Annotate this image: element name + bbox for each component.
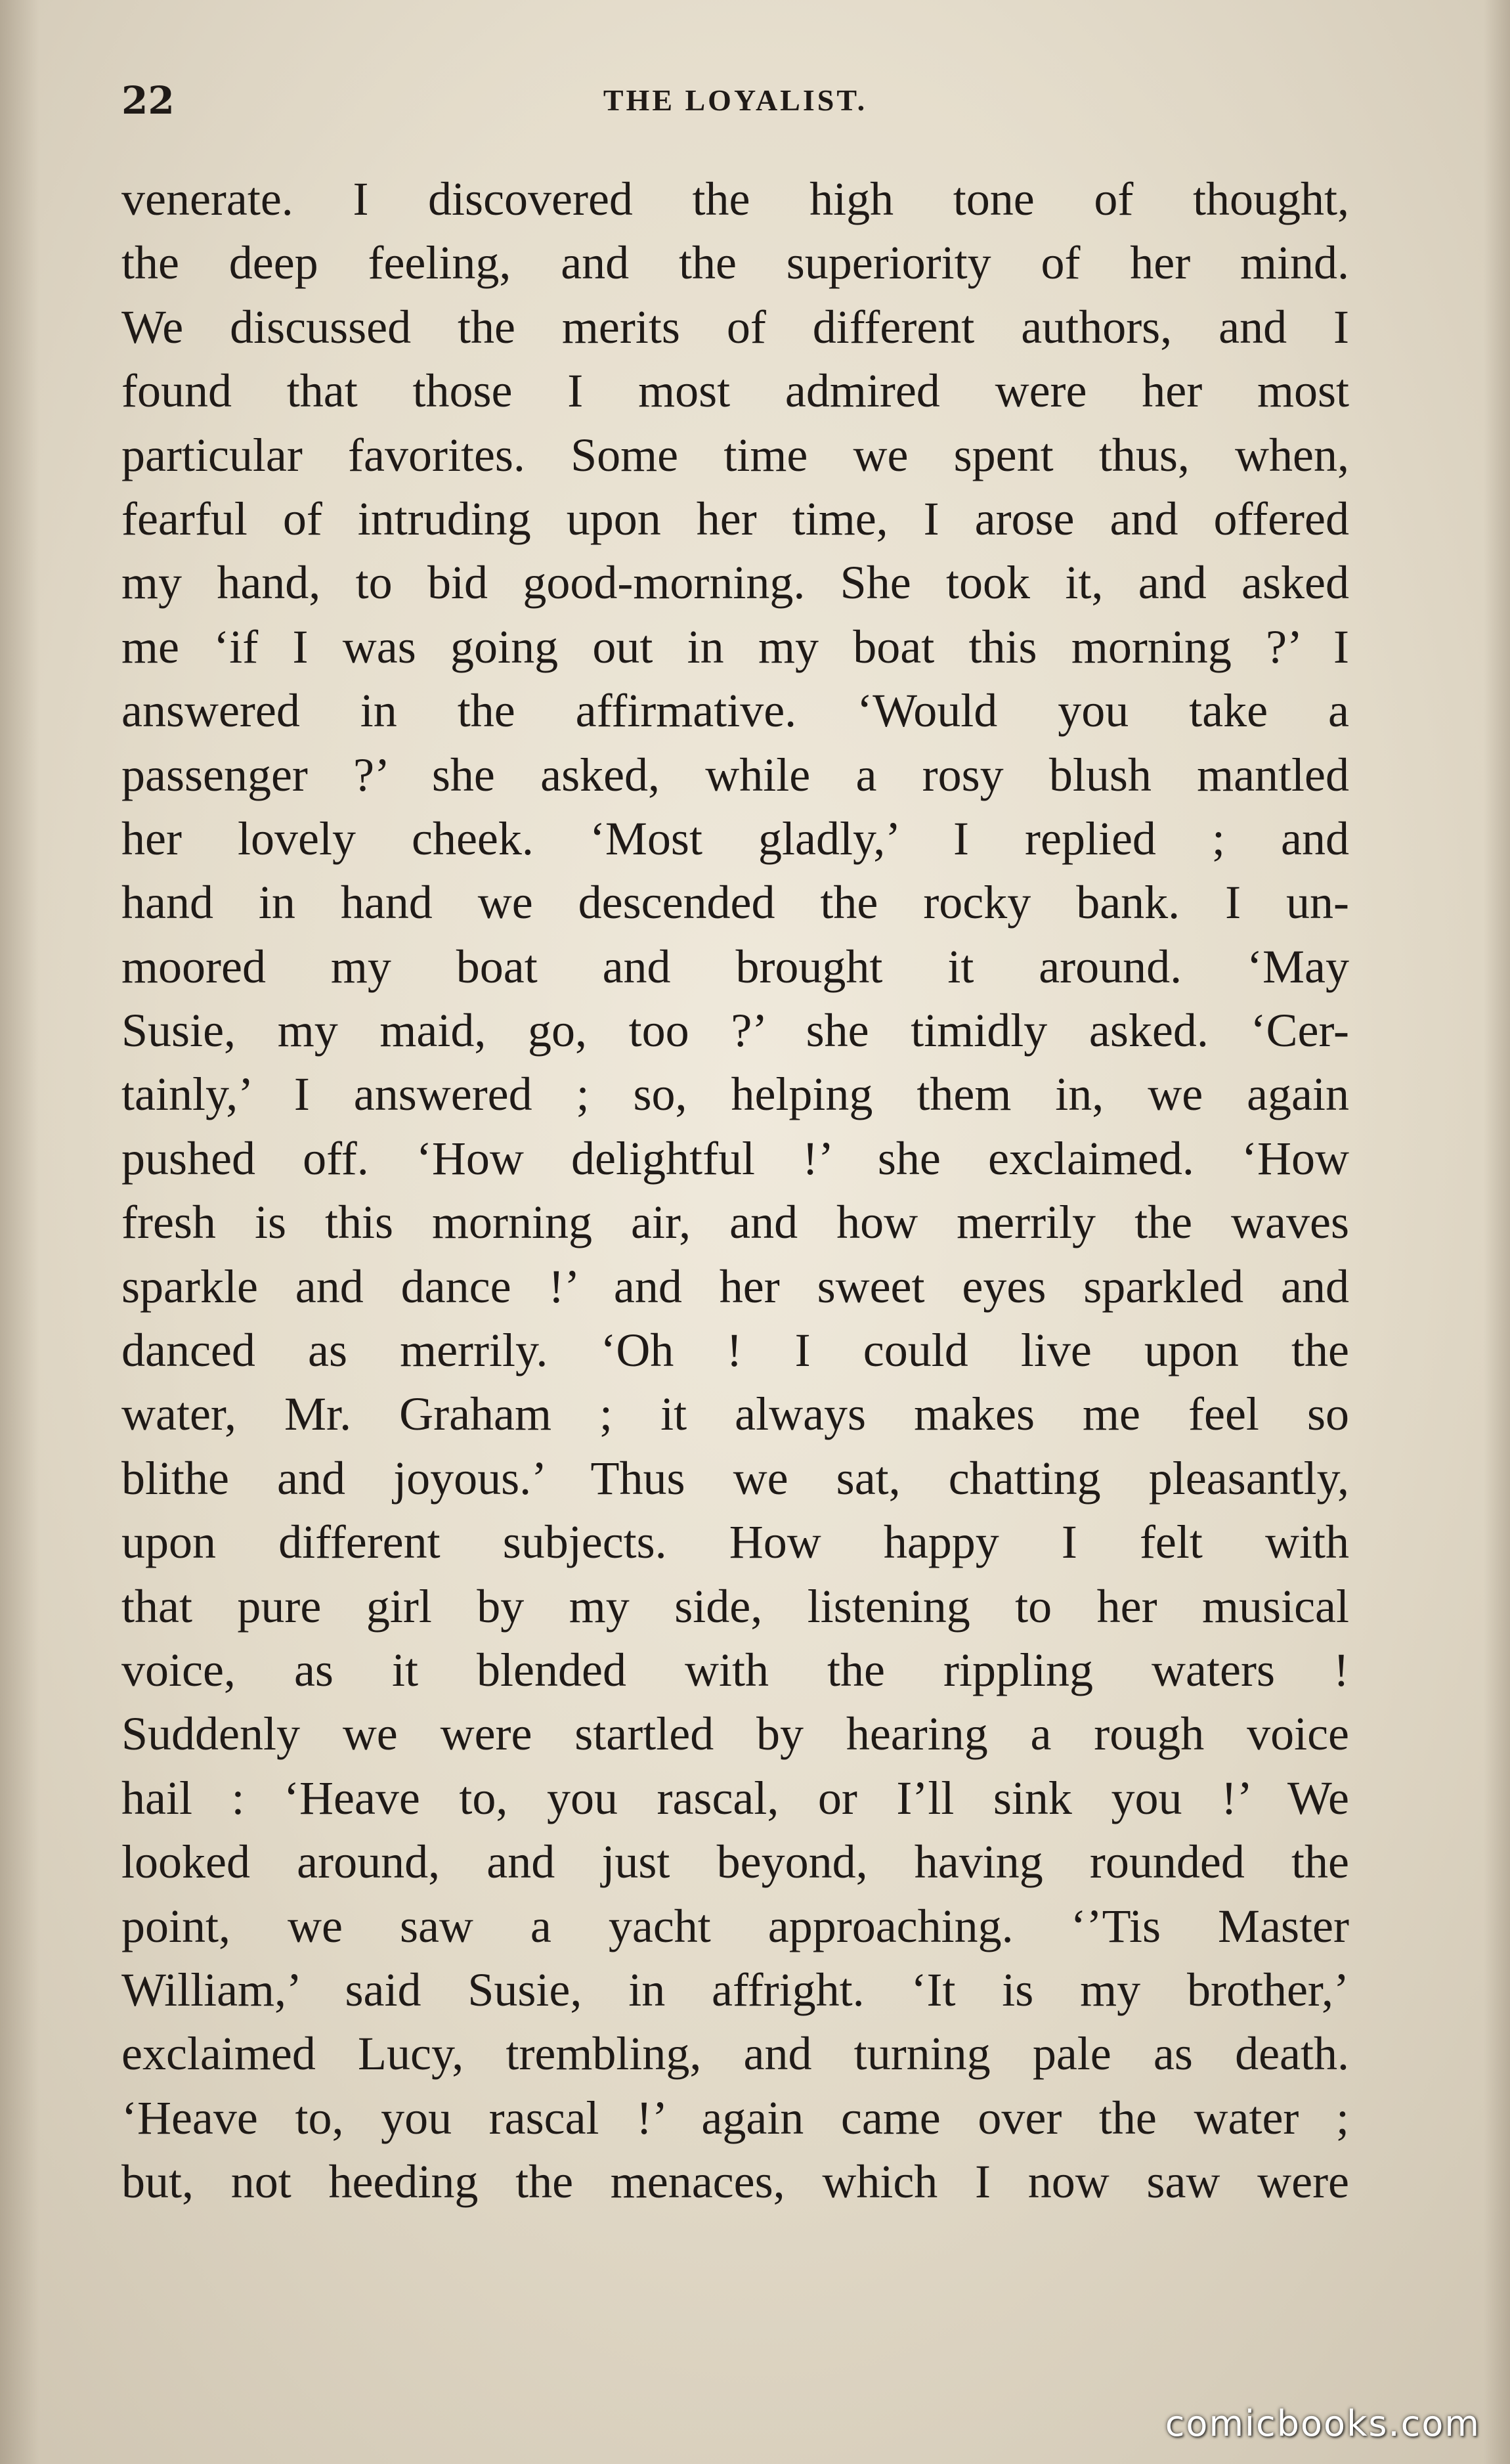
text-line: blithe and joyous.’ Thus we sat, chatting pleasantly,: [121, 1451, 1349, 1505]
text-line: William,’ said Susie, in affright. ‘It is my brother,’: [121, 1963, 1349, 2016]
text-line: passenger ?’ she asked, while a rosy blush mantled: [121, 748, 1349, 801]
page-number: 22: [121, 78, 175, 123]
text-line: but, not heeding the menaces, which I now saw were: [121, 2155, 1349, 2209]
text-line: ‘Heave to, you rascal !’ again came over the water ;: [121, 2091, 1349, 2144]
running-head: THE LOYALIST.: [603, 83, 868, 117]
text-line: fearful of intruding upon her time, I arose and offered: [121, 492, 1349, 545]
text-line: sparkle and dance !’ and her sweet eyes sparkled and: [121, 1260, 1349, 1313]
text-line: We discussed the merits of different authors, and I: [121, 300, 1349, 353]
text-line: Suddenly we were startled by hearing a rough voice: [121, 1707, 1349, 1761]
text-line: danced as merrily. ‘Oh ! I could live upon the: [121, 1324, 1349, 1377]
text-line: tainly,’ I answered ; so, helping them in, we again: [121, 1068, 1349, 1121]
text-line: moored my boat and brought it around. ‘May: [121, 940, 1349, 993]
text-line: water, Mr. Graham ; it always makes me feel so: [121, 1388, 1349, 1441]
body-text: [121, 167, 1349, 2214]
page-header: [121, 71, 1349, 130]
text-line: fresh is this morning air, and how merrily the waves: [121, 1196, 1349, 1249]
text-line: looked around, and just beyond, having rounded the: [121, 1836, 1349, 1889]
watermark: comicbooks.com: [1165, 2403, 1480, 2444]
text-line: venerate. I discovered the high tone of thought,: [121, 173, 1349, 225]
text-line: her lovely cheek. ‘Most gladly,’ I replied ; and: [121, 812, 1349, 865]
text-line: Susie, my maid, go, too ?’ she timidly asked. ‘Cer-: [121, 1004, 1349, 1057]
text-line: particular favorites. Some time we spent thus, when,: [121, 428, 1349, 481]
text-line: answered in the affirmative. ‘Would you take a: [121, 684, 1349, 737]
text-line: exclaimed Lucy, trembling, and turning pale as death.: [121, 2027, 1349, 2080]
text-line: that pure girl by my side, listening to her musical: [121, 1579, 1349, 1633]
text-line: found that those I most admired were her most: [121, 364, 1349, 418]
text-line: upon different subjects. How happy I felt with: [121, 1516, 1349, 1569]
text-line: the deep feeling, and the superiority of her mind.: [121, 236, 1349, 290]
text-line: hand in hand we descended the rocky bank. I un-: [121, 876, 1349, 929]
text-line: point, we saw a yacht approaching. ‘’Tis Master: [121, 1899, 1349, 1952]
text-line: hail : ‘Heave to, you rascal, or I’ll sink you !’ We: [121, 1771, 1349, 1824]
text-line: voice, as it blended with the rippling waters !: [121, 1643, 1349, 1696]
text-line: my hand, to bid good-morning. She took it, and asked: [121, 556, 1349, 609]
text-line: pushed off. ‘How delightful !’ she exclaimed. ‘How: [121, 1132, 1349, 1185]
text-line: me ‘if I was going out in my boat this morning ?’ I: [121, 620, 1349, 673]
